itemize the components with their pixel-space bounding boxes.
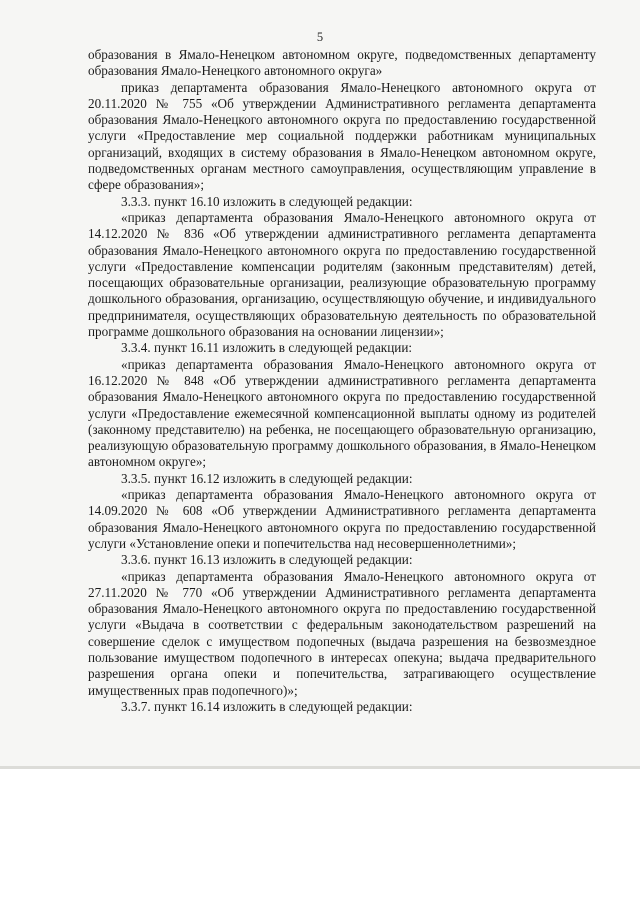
paragraph-clause-3-3-5: 3.3.5. пункт 16.12 изложить в следующей редакции: — [121, 470, 413, 486]
page-edge-shadow — [0, 766, 640, 769]
paragraph-clause-3-3-7: 3.3.7. пункт 16.14 изложить в следующей редакции: — [121, 698, 413, 714]
paragraph-clause-3-3-4: 3.3.4. пункт 16.11 изложить в следующей редакции: — [121, 340, 413, 356]
paragraph-order-848: «приказ департамента образования Ямало-Ненецкого автономного округа от 16.12.2020 № 848 «Об утверждении административного регламента департамента образования Ямало-Ненецкого автономного округа по предоставлению государственной услуги «Предоставление ежемесячной компенсационной выплаты одному из родителей (законному представителю) на ребенка, не посещающего образовательную организацию, реализующую образовательную программу дошкольного образования, в Ямало-Ненецком автономном округе»; — [88, 356, 596, 470]
paragraph-order-608: «приказ департамента образования Ямало-Ненецкого автономного округа от 14.09.2020 № 608 «Об утверждении Административного регламента департамента образования Ямало-Ненецкого автономного округа по предоставлению государственной услуги «Установление опеки и попечительства над несовершеннолетними»; — [88, 487, 596, 551]
paragraph-continuation: образования в Ямало-Ненецком автономном округе, подведомственных департаменту образования Ямало-Ненецкого автономного округа» — [88, 47, 596, 79]
paragraph-order-755: приказ департамента образования Ямало-Ненецкого автономного округа от 20.11.2020 № 755 «Об утверждении Административного регламента департамента образования Ямало-Ненецкого автономного округа по предоставлению государственной услуги «Предоставление мер социальной поддержки работникам муниципальных организаций, входящих в систему образования в Ямало-Ненецком автономном округе, подведомственных органам местного самоуправления, осуществляющим управление в сфере образования»; — [88, 79, 596, 193]
paragraph-order-770: «приказ департамента образования Ямало-Ненецкого автономного округа от 27.11.2020 № 770 «Об утверждении Административного регламента департамента образования Ямало-Ненецкого автономного округа по предоставлению государственной услуги «Выдача в соответствии с федеральным законодательством разрешений на совершение сделок с имуществом подопечных (выдача разрешения на безвозмездное пользование имуществом подопечного в интересах опекуна; выдача предварительного разрешения органа опеки и попечительства, затрагивающего осуществление имущественных прав подопечного)»; — [88, 568, 596, 698]
document-body — [88, 47, 596, 715]
paragraph-order-836: «приказ департамента образования Ямало-Ненецкого автономного округа от 14.12.2020 № 836 «Об утверждении административного регламента департамента образования Ямало-Ненецкого автономного округа по предоставлению государственной услуги «Предоставление компенсации родителям (законным представителям) детей, посещающих образовательные организации, реализующие образовательную программу дошкольного образования, организацию, осуществляющую обучение, и индивидуального предпринимателя, осуществляющих образовательную деятельность по образовательной программе дошкольного образования на основании лицензии»; — [88, 209, 596, 340]
page-number: 5 — [316, 30, 324, 44]
paragraph-clause-3-3-6: 3.3.6. пункт 16.13 изложить в следующей редакции: — [121, 552, 413, 568]
paragraph-clause-3-3-3: 3.3.3. пункт 16.10 изложить в следующей редакции: — [121, 193, 413, 209]
